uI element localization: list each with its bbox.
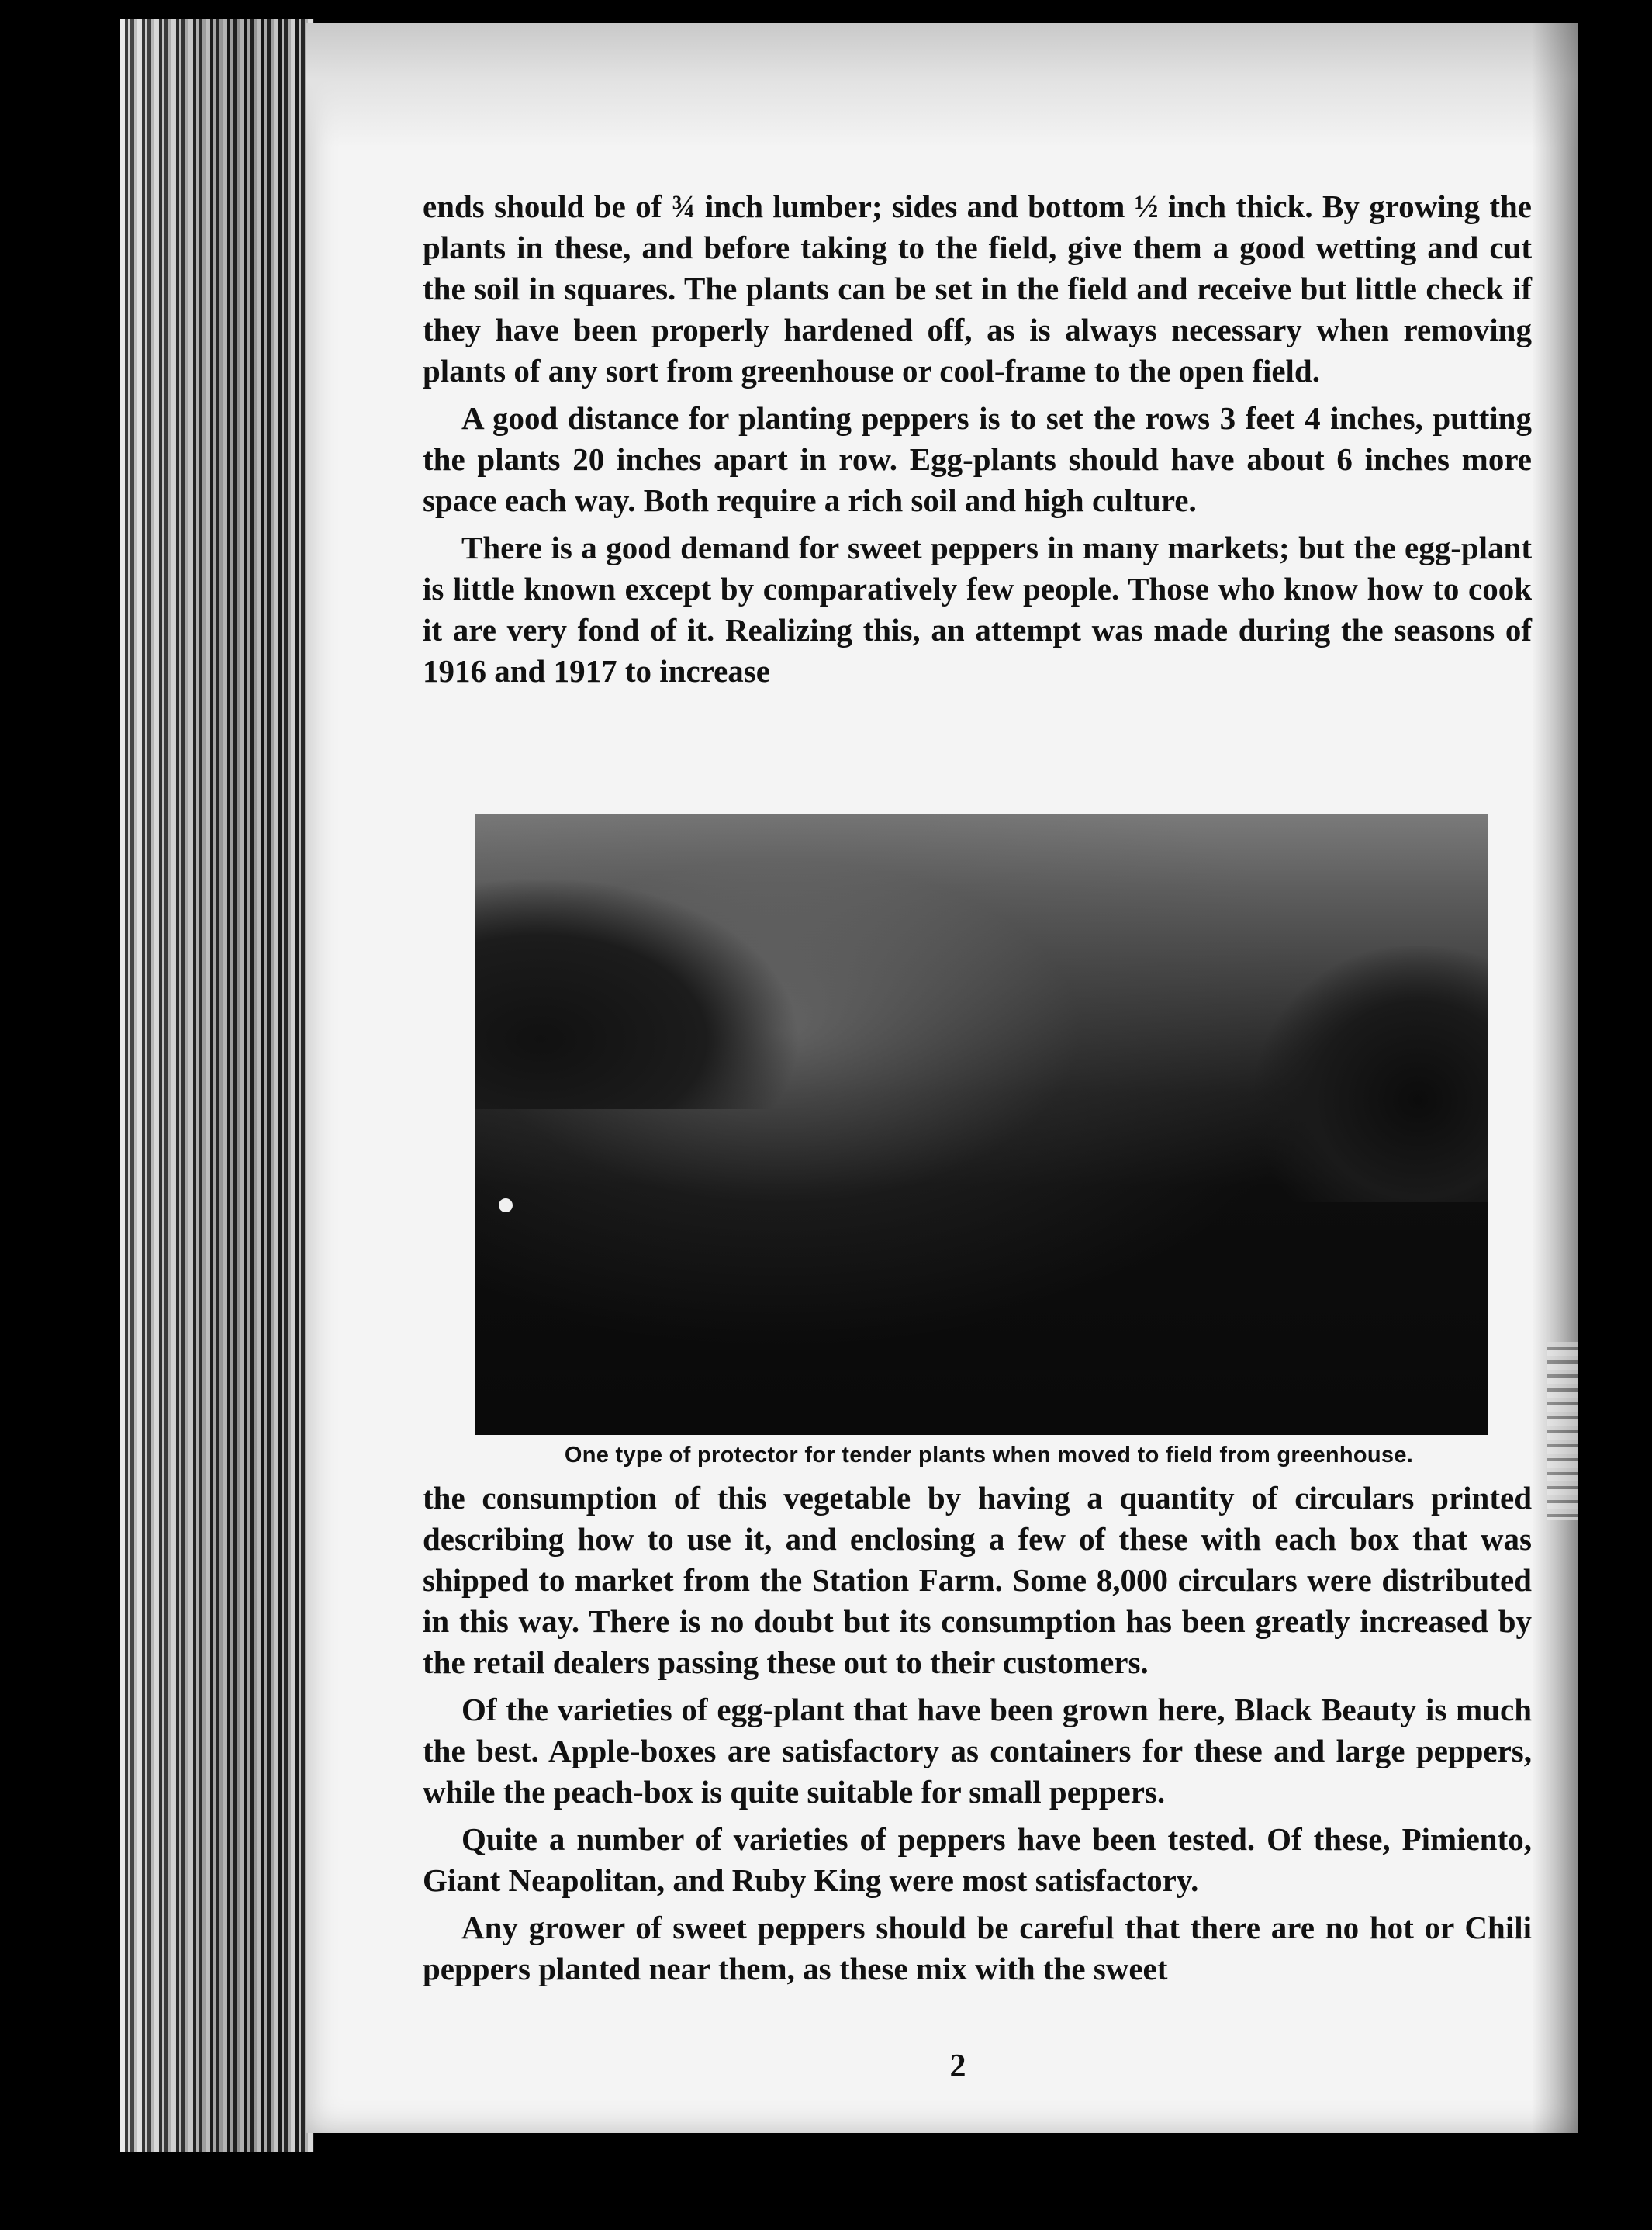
photo-caption: One type of protector for tender plants when moved to field from greenhouse.: [564, 1443, 1414, 1468]
paragraph: the consumption of this vegetable by having a quantity of circulars printed describing how to use it, and enclosing a few of these with each box that was shipped to market from the Station Farm. Some 8,000 circulars were distributed in this way. There is no doubt but its consumption has been greatly increased by the retail dealers passing these out to their customers.: [423, 1480, 1532, 1680]
page-top-shading: [306, 23, 1578, 147]
page-number: 2: [949, 2048, 966, 2084]
paragraph: ends should be of ¾ inch lumber; sides and bottom ½ inch thick. By growing the plants in these, and before taking to the field, give them a good wetting and cut the soil in squares. The plants can be set in the field and receive but little check if they have been properly hardened off, as is always necessary when removing plants of any sort from greenhouse or cool-frame to the open field.: [423, 188, 1532, 389]
body-text-top: [423, 186, 1532, 698]
binding-shadow: [120, 19, 314, 2152]
paragraph: A good distance for planting peppers is to set the rows 3 feet 4 inches, putting the plants 20 inches apart in row. Egg-plants should have about 6 inches more space each way. Both require a rich soil and high culture.: [423, 400, 1532, 518]
photo-trees-left: [475, 876, 801, 1109]
body-text-bottom: [423, 1478, 1532, 1996]
paragraph: Any grower of sweet peppers should be careful that there are no hot or Chili peppers planted near them, as these mix with the sweet: [423, 1910, 1532, 1986]
paragraph: Quite a number of varieties of peppers have been tested. Of these, Pimiento, Giant Neapolitan, and Ruby King were most satisfactory.: [423, 1821, 1532, 1898]
page-edge-damage: [1547, 1342, 1578, 1520]
field-photograph: [475, 814, 1488, 1435]
photo-blemish: [499, 1198, 513, 1212]
paragraph: There is a good demand for sweet peppers in many markets; but the egg-plant is little known except by comparatively few people. Those who know how to cook it are very fond of it. Realizing this, an attempt was made during the seasons of 1916 and 1917 to increase: [423, 530, 1532, 689]
page-right-shadow: [1532, 23, 1578, 2133]
photo-trees-right: [1255, 946, 1488, 1202]
book-page: [306, 23, 1578, 2133]
paragraph: Of the varieties of egg-plant that have been grown here, Black Beauty is much the best. Apple-boxes are satisfactory as containers for these and large peppers, while the peach-box is quite suitable for small peppers.: [423, 1692, 1532, 1810]
